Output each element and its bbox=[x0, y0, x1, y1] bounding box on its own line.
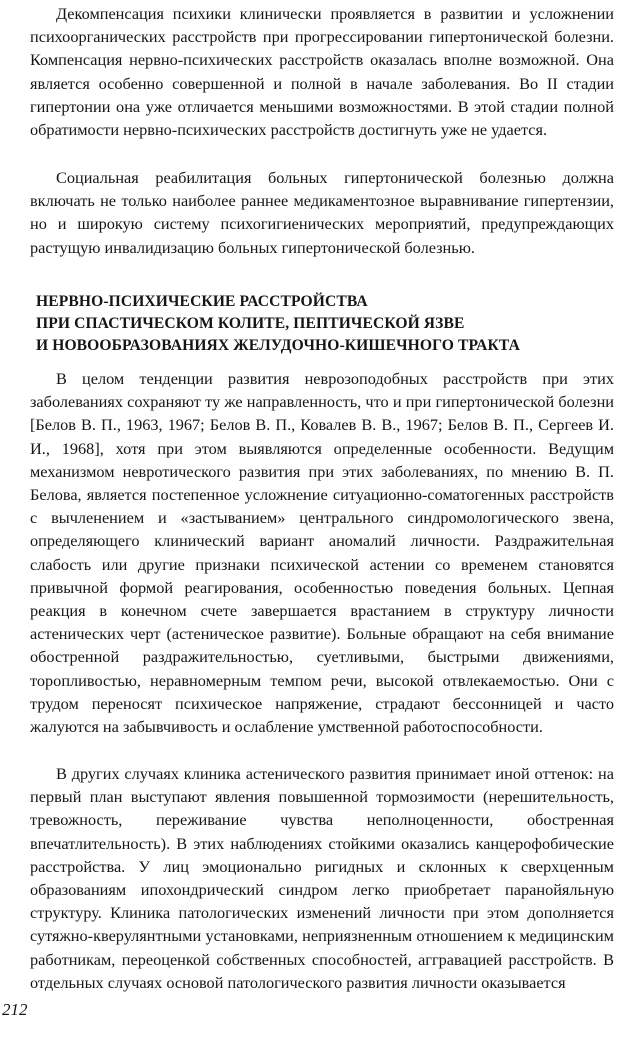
section-heading-line-2: ПРИ СПАСТИЧЕСКОМ КОЛИТЕ, ПЕПТИЧЕСКОЙ ЯЗВЕ bbox=[36, 315, 465, 332]
section-heading-line-1: НЕРВНО-ПСИХИЧЕСКИЕ РАССТРОЙСТВА bbox=[36, 293, 368, 310]
paragraph-social-rehabilitation: Социальная реабилитация больных гипертонической болезнью должна включать не только наиболее раннее медикаментозное выравнивание гипертензии, но и широкую систему психогигиенических мероприятий, предупреждающих растущую инвалидизацию больных гипертонической болезнью. bbox=[30, 168, 614, 257]
paragraph-neurosis-tendencies: В целом тенденции развития неврозоподобных расстройств при этих заболеваниях сохраняют ту же направленность, что и при гипертонической болезни [Белов В. П., 1963, 1967; Белов В. П., Ковалев В. В., 1967; Белов В. П., Сергеев И. И., 1968], хотя при этом выявляются определенные особенности. Ведущим механизмом невротического развития при этих заболеваниях, по мнению В. П. Белова, является постепенное усложнение ситуационно-соматогенных расстройств с вычленением и «застыванием» центрального синдромологического звена, определяющего клинический вариант аномалий личности. Раздражительная слабость или другие признаки психической астении со временем становятся привычной формой реагирования, особенностью поведения больных. Цепная реакция в конечном счете завершается врастанием в структуру личности астенических черт (астеническое развитие). Больные обращают на себя внимание обостренной раздражительностью, суетливыми, быстрыми движениями, торопливостью, неравномерным темпом речи, высокой отвлекаемостью. Они с трудом переносят психическое напряжение, страдают бессонницей и часто жалуются на забывчивость и ослабление умственной работоспособности. bbox=[30, 369, 614, 737]
section-heading bbox=[36, 291, 614, 357]
page-number: 212 bbox=[2, 1000, 28, 1019]
paragraph-decompensation: Декомпенсация психики клинически проявляется в развитии и усложнении психоорганических расстройств при прогрессировании гипертонической болезни. Компенсация нервно-психических расстройств оказалась вполне возможной. Она является особенно совершенной и полной в начале заболевания. Во II стадии гипертонии она уже отличается меньшими возможностями. В этой стадии полной обратимости нервно-психических расстройств достигнуть уже не удается. bbox=[30, 4, 614, 140]
section-heading-line-3: И НОВООБРАЗОВАНИЯХ ЖЕЛУДОЧНО-КИШЕЧНОГО ТРАКТА bbox=[36, 337, 520, 354]
paragraph-asthenic-development: В других случаях клиника астенического развития принимает иной оттенок: на первый план выступают явления повышенной тормозимости (нерешительность, тревожность, переживание чувства неполноценности, обостренная впечатлительность). В этих наблюдениях стойкими оказались канцерофобические расстройства. У лиц эмоционально ригидных и склонных к сверхценным образованиям ипохондрический синдром легко приобретает паранойяльную структуру. Клиника патологических изменений личности при этом дополняется сутяжно-кверулянтными установками, неприязненным отношением к медицинским работникам, переоценкой собственных способностей, аггравацией расстройств. В отдельных случаях основой патологического развития личности оказывается bbox=[30, 764, 614, 992]
